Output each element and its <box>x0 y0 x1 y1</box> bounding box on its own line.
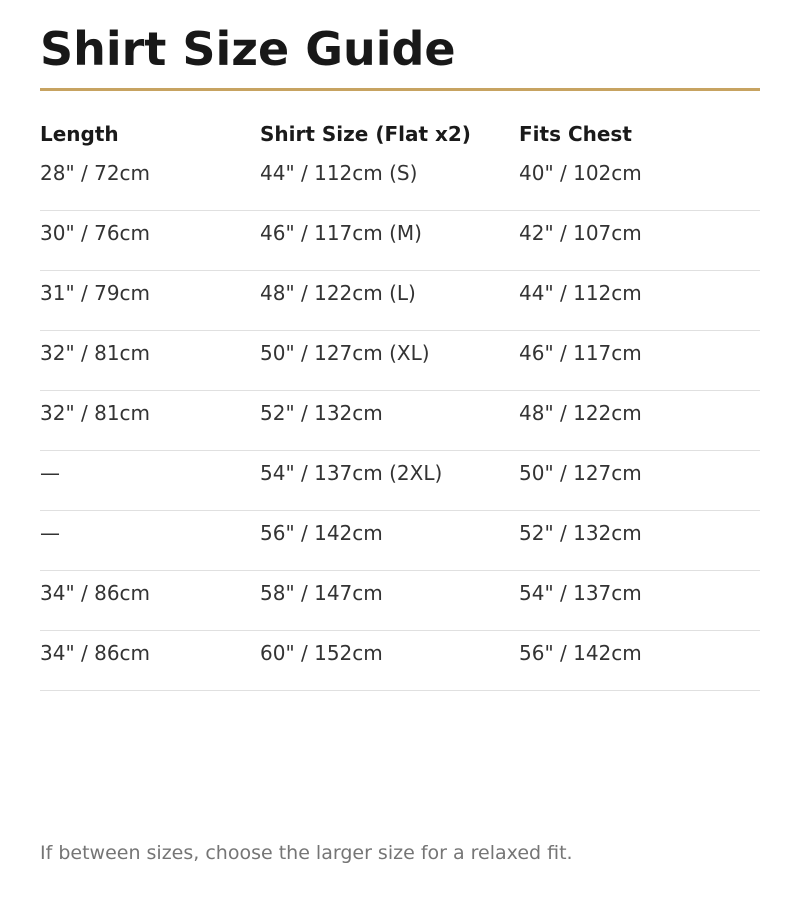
table-row <box>40 271 760 331</box>
shirt-size-cell: 54" / 137cm (2XL) <box>260 451 519 511</box>
size-guide-page <box>0 22 800 866</box>
fits-chest-cell: 54" / 137cm <box>519 571 760 631</box>
shirt-size-cell: 52" / 132cm <box>260 391 519 451</box>
page-title: Shirt Size Guide <box>40 22 456 76</box>
table-row <box>40 571 760 631</box>
fits-chest-cell: 48" / 122cm <box>519 391 760 451</box>
length-cell: — <box>40 451 260 511</box>
length-cell: 34" / 86cm <box>40 631 260 691</box>
length-cell: 32" / 81cm <box>40 331 260 391</box>
shirt-size-cell: 60" / 152cm <box>260 631 519 691</box>
size-table <box>40 121 760 691</box>
table-row <box>40 391 760 451</box>
table-row <box>40 511 760 571</box>
shirt-size-cell: 46" / 117cm (M) <box>260 211 519 271</box>
length-cell: 30" / 76cm <box>40 211 260 271</box>
shirt-size-cell: 44" / 112cm (S) <box>260 151 519 211</box>
table-row <box>40 151 760 211</box>
table-row <box>40 331 760 391</box>
length-cell: 28" / 72cm <box>40 151 260 211</box>
length-cell: 34" / 86cm <box>40 571 260 631</box>
column-header-length: Length <box>40 122 119 146</box>
shirt-size-cell: 56" / 142cm <box>260 511 519 571</box>
column-header-shirt-size: Shirt Size (Flat x2) <box>260 122 471 146</box>
column-header-fits-chest: Fits Chest <box>519 122 632 146</box>
title-accent-rule <box>40 88 760 91</box>
fits-chest-cell: 56" / 142cm <box>519 631 760 691</box>
fits-chest-cell: 52" / 132cm <box>519 511 760 571</box>
fits-chest-cell: 42" / 107cm <box>519 211 760 271</box>
fits-chest-cell: 46" / 117cm <box>519 331 760 391</box>
table-row <box>40 211 760 271</box>
shirt-size-cell: 50" / 127cm (XL) <box>260 331 519 391</box>
sizing-footnote: If between sizes, choose the larger size for a relaxed fit. <box>40 842 573 864</box>
fits-chest-cell: 50" / 127cm <box>519 451 760 511</box>
fits-chest-cell: 44" / 112cm <box>519 271 760 331</box>
length-cell: — <box>40 511 260 571</box>
table-row <box>40 631 760 691</box>
fits-chest-cell: 40" / 102cm <box>519 151 760 211</box>
shirt-size-cell: 48" / 122cm (L) <box>260 271 519 331</box>
table-header-row <box>40 121 760 151</box>
shirt-size-cell: 58" / 147cm <box>260 571 519 631</box>
length-cell: 31" / 79cm <box>40 271 260 331</box>
table-row <box>40 451 760 511</box>
length-cell: 32" / 81cm <box>40 391 260 451</box>
